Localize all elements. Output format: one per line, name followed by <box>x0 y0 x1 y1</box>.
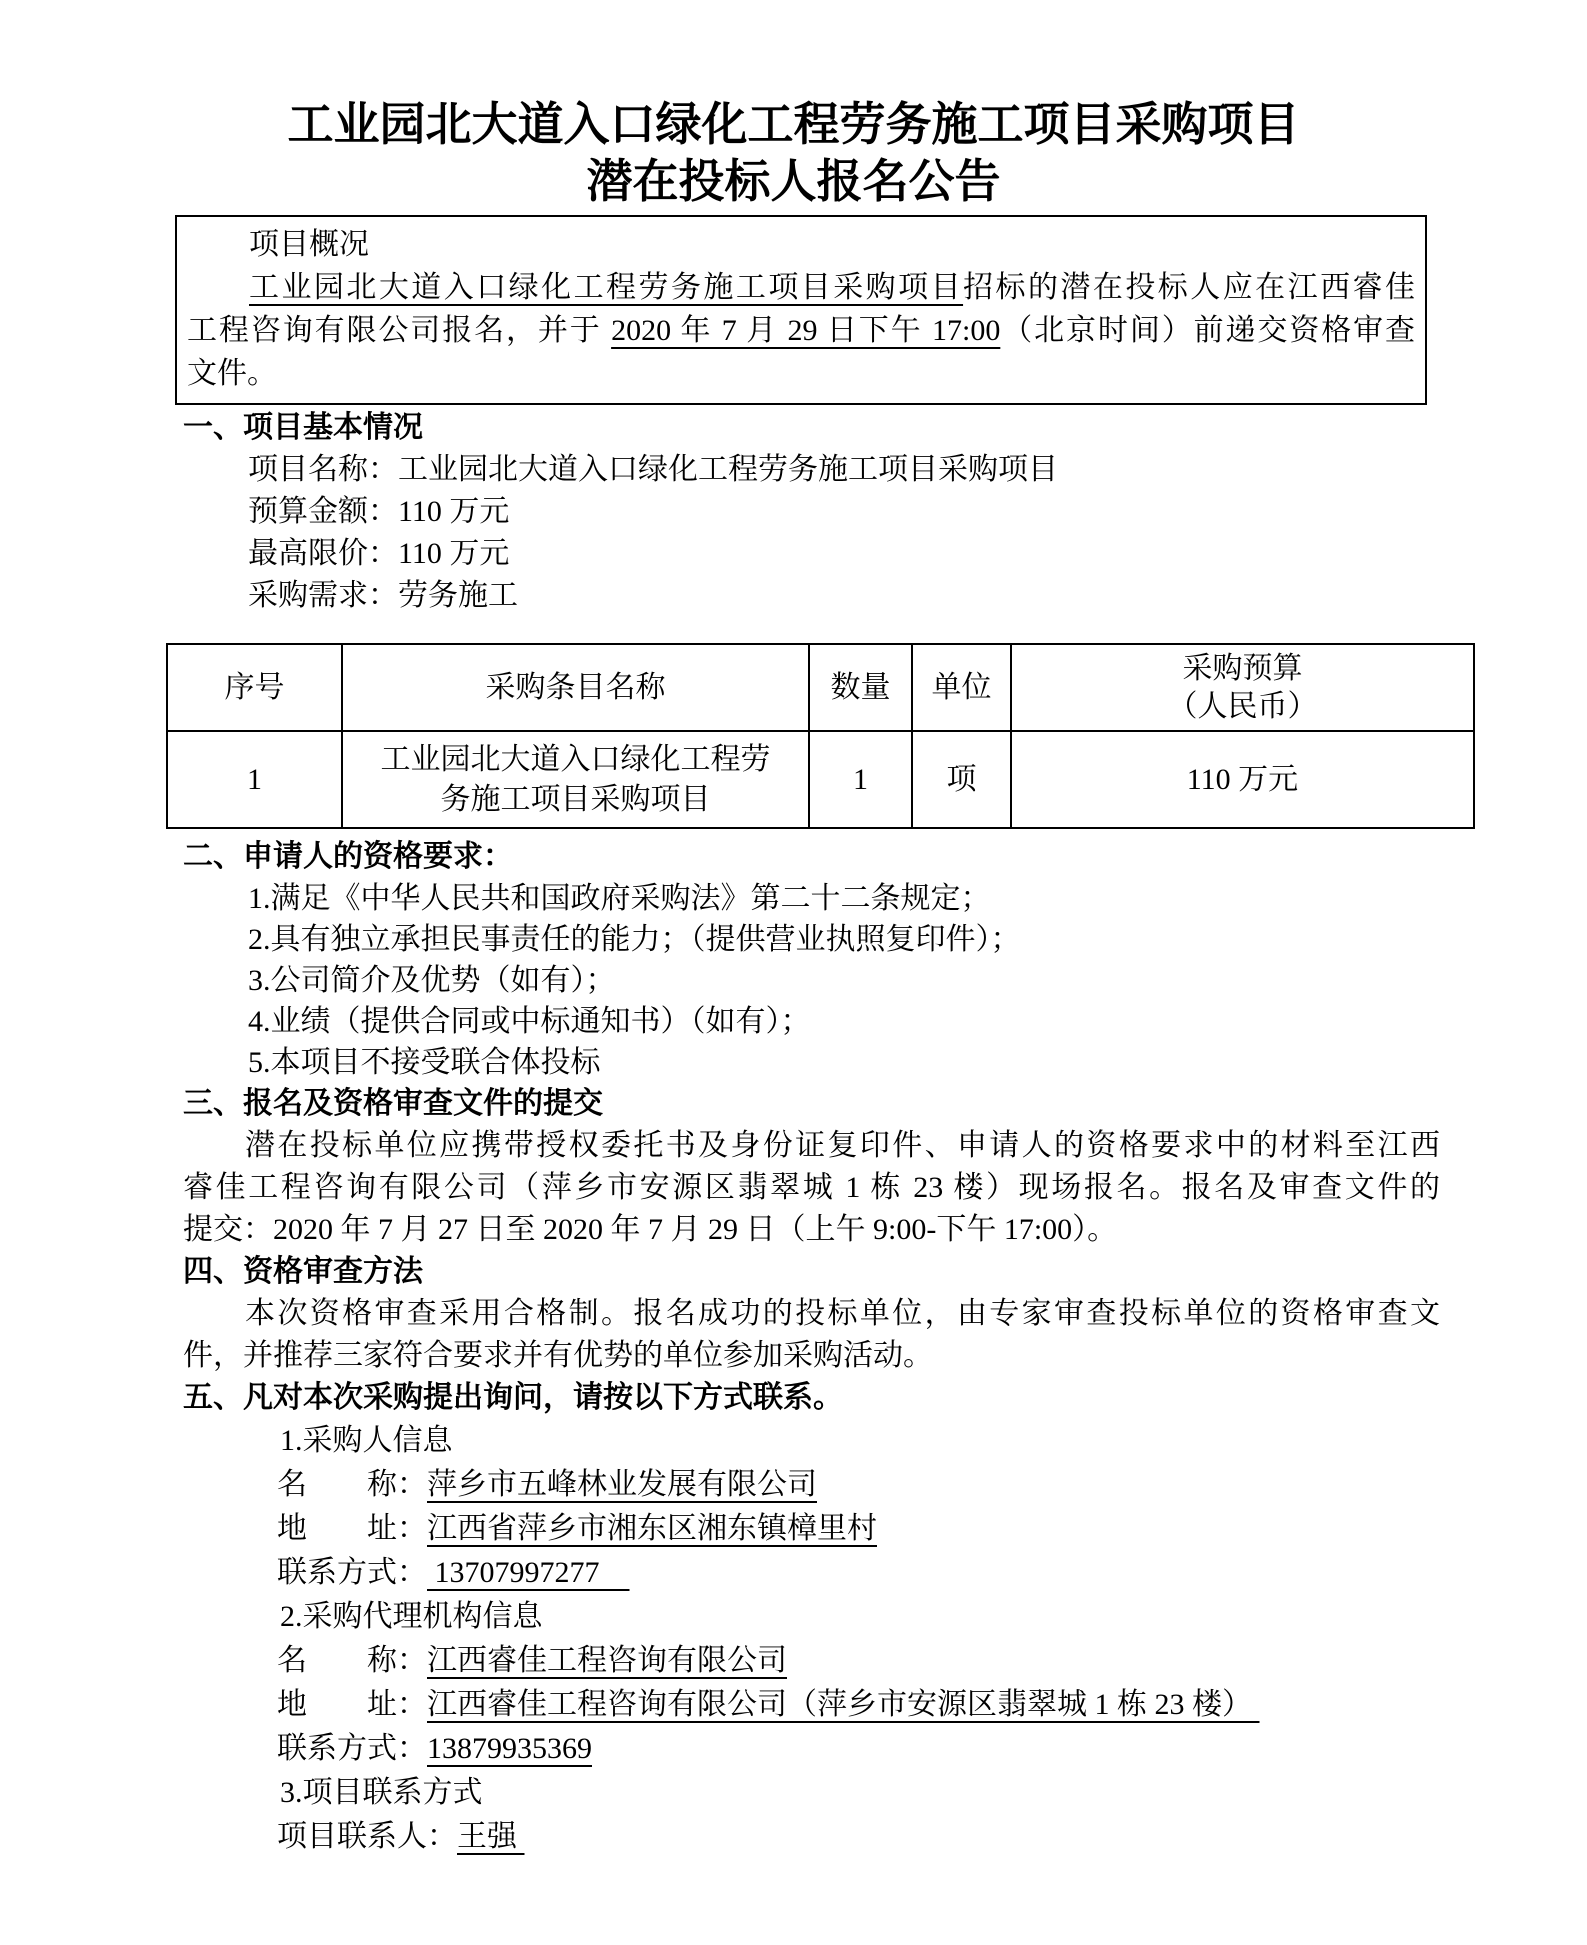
project-contact-heading: 3.项目联系方式 <box>280 1776 483 1809</box>
field-value: 13879935369 <box>427 1732 592 1765</box>
overview-label: 项目概况 <box>249 228 369 261</box>
section-3-heading: 三、报名及资格审查文件的提交 <box>183 1087 603 1120</box>
header-budget-line1: 采购预算 <box>1182 651 1303 685</box>
header-budget-line2: （人民币） <box>1167 689 1318 723</box>
qualification-item-5: 5.本项目不接受联合体投标 <box>248 1046 601 1079</box>
header-unit: 单位 <box>912 644 1011 731</box>
cell-item-name-line1: 工业园北大道入口绿化工程劳 <box>380 742 771 776</box>
field-value: 江西睿佳工程咨询有限公司 <box>427 1644 787 1677</box>
cell-qty: 1 <box>809 731 912 828</box>
agency-name-row <box>277 1639 1587 1683</box>
field-label: 地 址： <box>277 1512 427 1545</box>
review-method-line-2: 件，并推荐三家符合要求并有优势的单位参加采购活动。 <box>183 1339 933 1372</box>
max-price-line: 最高限价：110 万元 <box>248 537 510 570</box>
cell-budget: 110 万元 <box>1011 731 1474 828</box>
title-line-2: 潜在投标人报名公告 <box>586 156 1001 207</box>
project-contact-row <box>277 1815 1587 1859</box>
page-title <box>0 0 1587 210</box>
procurement-items-table <box>166 643 1475 829</box>
table-row <box>167 731 1474 828</box>
submission-paragraph-line-1: 潜在投标单位应携带授权委托书及身份证复印件、申请人的资格要求中的材料至江西 <box>245 1129 1440 1162</box>
field-value: 萍乡市五峰林业发展有限公司 <box>427 1468 817 1501</box>
submission-paragraph-line-3: 提交：2020 年 7 月 27 日至 2020 年 7 月 29 日（上午 9:00-下午 17:00）。 <box>183 1213 1118 1246</box>
underlined-project-name: 工业园北大道入口绿化工程劳务施工项目采购项目 <box>249 271 964 304</box>
section-2-heading: 二、申请人的资格要求： <box>183 840 513 873</box>
table-header-row <box>167 644 1474 731</box>
title-line-1: 工业园北大道入口绿化工程劳务施工项目采购项目 <box>287 99 1300 150</box>
section-4-heading: 四、资格审查方法 <box>183 1255 423 1288</box>
agency-phone-row <box>277 1727 1587 1771</box>
header-item-name: 采购条目名称 <box>342 644 809 731</box>
field-label: 项目联系人： <box>277 1820 457 1853</box>
cell-seq: 1 <box>167 731 342 828</box>
header-budget <box>1011 644 1474 731</box>
overview-text: （北京时间）前递交资格审查 <box>1000 314 1416 347</box>
header-seq: 序号 <box>167 644 342 731</box>
cell-item-name <box>342 731 809 828</box>
overview-paragraph-line-1 <box>187 266 1415 309</box>
field-label: 联系方式： <box>277 1732 427 1765</box>
field-value: 江西省萍乡市湘东区湘东镇樟里村 <box>427 1512 877 1545</box>
qualification-item-4: 4.业绩（提供合同或中标通知书）（如有）； <box>248 1005 811 1038</box>
overview-text: 招标的潜在投标人应在江西睿佳 <box>963 271 1416 304</box>
buyer-name-row <box>277 1463 1587 1507</box>
buyer-info-heading: 1.采购人信息 <box>280 1424 453 1457</box>
field-value: 江西睿佳工程咨询有限公司（萍乡市安源区翡翠城 1 栋 23 楼） <box>427 1688 1260 1721</box>
project-overview-box <box>175 215 1427 405</box>
field-value: 13707997277 <box>427 1556 630 1589</box>
submission-paragraph-line-2: 睿佳工程咨询有限公司（萍乡市安源区翡翠城 1 栋 23 楼）现场报名。报名及审查文件的 <box>183 1171 1440 1204</box>
cell-unit: 项 <box>912 731 1011 828</box>
field-label: 联系方式： <box>277 1556 427 1589</box>
field-label: 名 称： <box>277 1468 427 1501</box>
overview-paragraph-line-2 <box>187 309 1415 352</box>
buyer-phone-row <box>277 1551 1587 1595</box>
overview-text: 工程咨询有限公司报名，并于 <box>187 314 612 347</box>
field-label: 地 址： <box>277 1688 427 1721</box>
procurement-demand-line: 采购需求：劳务施工 <box>248 579 518 612</box>
field-label: 名 称： <box>277 1644 427 1677</box>
underlined-deadline: 2020 年 7 月 29 日下午 17:00 <box>611 314 1001 347</box>
agency-address-row <box>277 1683 1587 1727</box>
section-1-heading: 一、项目基本情况 <box>183 411 423 444</box>
overview-paragraph-line-3: 文件。 <box>187 357 277 390</box>
qualification-item-3: 3.公司简介及优势（如有）； <box>248 964 616 997</box>
buyer-address-row <box>277 1507 1587 1551</box>
agency-info-heading: 2.采购代理机构信息 <box>280 1600 543 1633</box>
cell-item-name-line2: 务施工项目采购项目 <box>440 782 711 816</box>
review-method-line-1: 本次资格审查采用合格制。报名成功的投标单位，由专家审查投标单位的资格审查文 <box>245 1297 1440 1330</box>
budget-amount-line: 预算金额：110 万元 <box>248 495 510 528</box>
header-qty: 数量 <box>809 644 912 731</box>
qualification-item-1: 1.满足《中华人民共和国政府采购法》第二十二条规定； <box>248 882 991 915</box>
qualification-item-2: 2.具有独立承担民事责任的能力；（提供营业执照复印件）； <box>248 923 1021 956</box>
project-name-line: 项目名称：工业园北大道入口绿化工程劳务施工项目采购项目 <box>248 453 1058 486</box>
section-5-heading: 五、凡对本次采购提出询问，请按以下方式联系。 <box>183 1381 843 1414</box>
field-value: 王强 <box>457 1820 525 1853</box>
